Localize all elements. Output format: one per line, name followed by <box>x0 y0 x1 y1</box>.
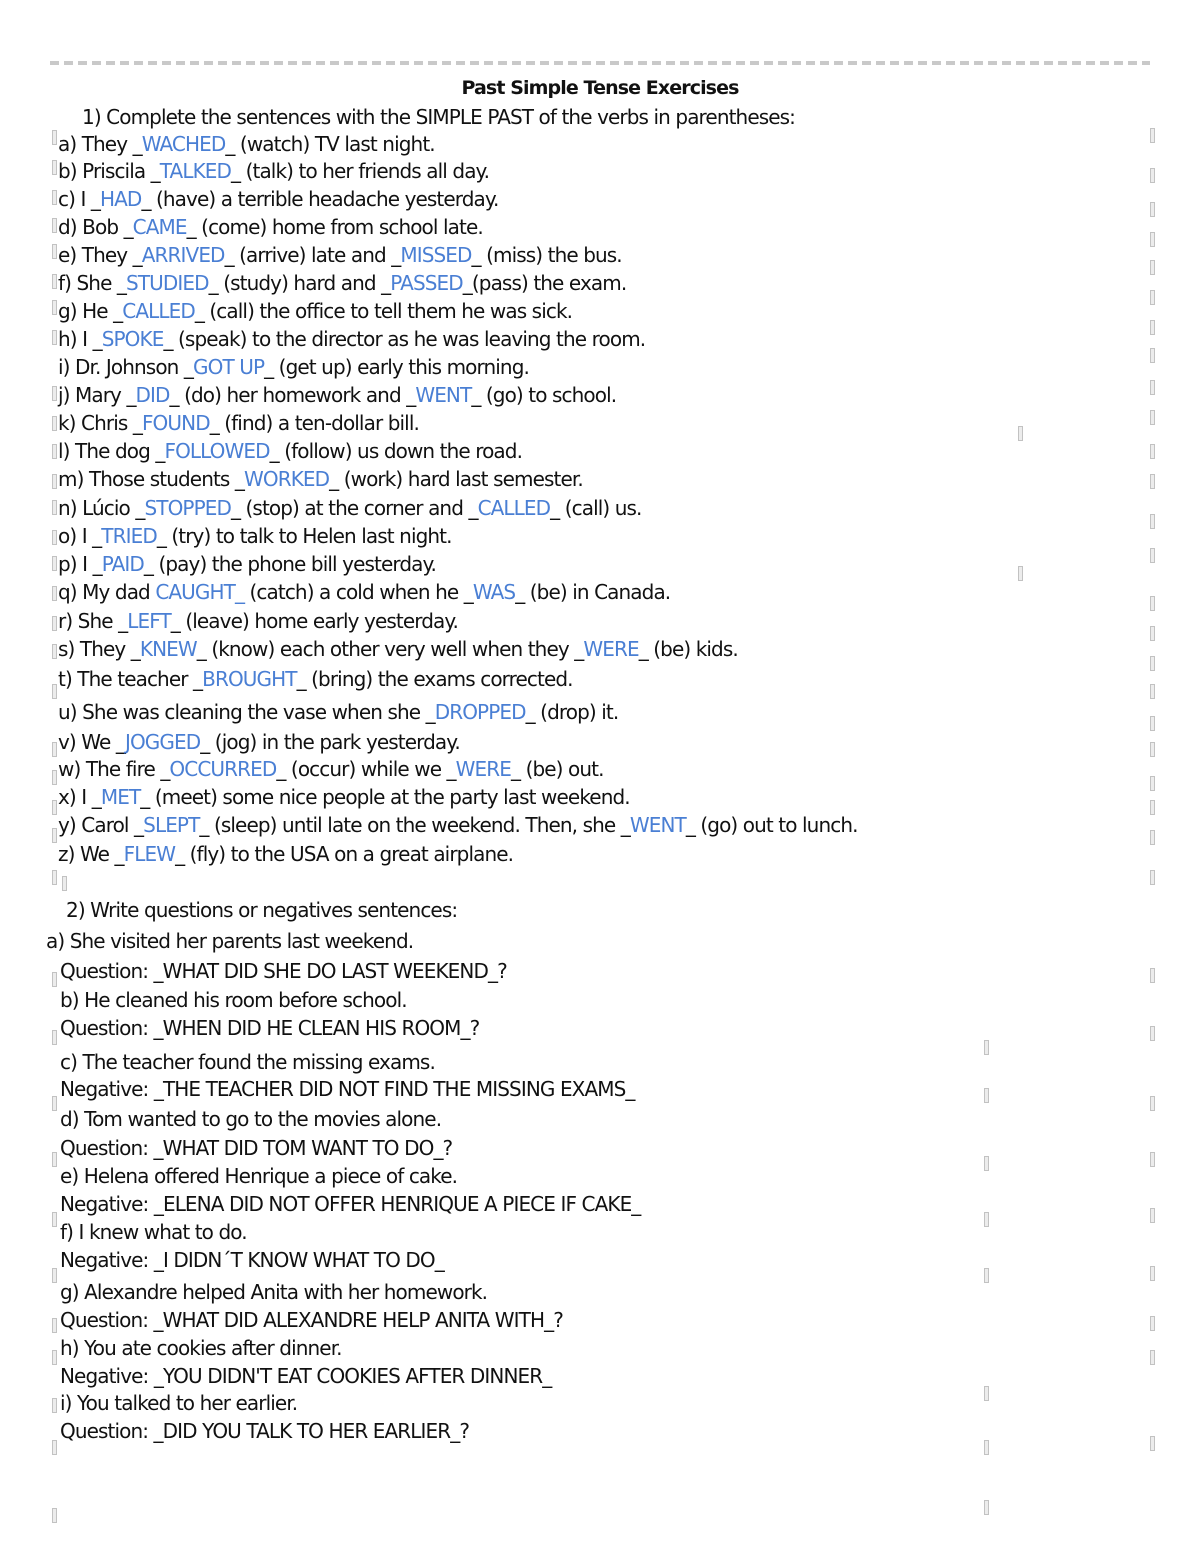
placeholder-glyph <box>1150 1152 1155 1167</box>
answer-text: BROUGHT <box>202 667 297 691</box>
placeholder-glyph <box>52 1508 57 1523</box>
exercise-item <box>58 382 616 408</box>
sentence-text: _ (follow) us down the road. <box>269 439 523 463</box>
placeholder-glyph <box>52 130 57 145</box>
exercise-item <box>58 495 642 521</box>
answer-text: STUDIED <box>126 271 209 295</box>
placeholder-glyph <box>52 742 57 757</box>
exercise-item <box>58 214 483 240</box>
placeholder-glyph <box>52 616 57 631</box>
prompt-sentence: a) She visited her parents last weekend. <box>46 929 414 953</box>
sentence-text: _ (go) out to lunch. <box>685 813 858 837</box>
placeholder-glyph <box>52 1350 57 1365</box>
placeholder-glyph <box>1150 444 1155 459</box>
placeholder-glyph <box>52 444 57 459</box>
exercise-item <box>58 666 573 692</box>
placeholder-glyph <box>1150 626 1155 641</box>
exercise-item <box>58 131 435 157</box>
placeholder-glyph <box>1150 168 1155 183</box>
sentence-text: a) They _ <box>58 132 142 156</box>
answer-line: Negative: _I DIDN´T KNOW WHAT TO DO_ <box>60 1248 444 1272</box>
placeholder-glyph <box>1150 1436 1155 1451</box>
placeholder-glyph <box>52 800 57 815</box>
placeholder-glyph <box>52 190 57 205</box>
answer-text: PAID <box>101 552 144 576</box>
exercise-item <box>58 410 419 436</box>
answer-line: Question: _DID YOU TALK TO HER EARLIER_? <box>60 1419 470 1443</box>
sentence-text: _ (leave) home early yesterday. <box>170 609 458 633</box>
prompt-sentence: b) He cleaned his room before school. <box>60 988 407 1012</box>
sentence-text: _ (occur) while we _ <box>276 757 456 781</box>
answer-line: Question: _WHAT DID TOM WANT TO DO_? <box>60 1136 453 1160</box>
sentence-text: m) Those students _ <box>58 467 244 491</box>
sentence-text: _ (call) us. <box>550 496 642 520</box>
prompt-sentence: f) I knew what to do. <box>60 1220 247 1244</box>
sentence-text: _ (speak) to the director as he was leaving the room. <box>163 327 646 351</box>
answer-text: WERE <box>583 637 639 661</box>
sentence-text: _ (pay) the phone bill yesterday. <box>143 552 437 576</box>
answer-text: SLEPT <box>143 813 200 837</box>
sentence-text: _ (watch) TV last night. <box>225 132 435 156</box>
placeholder-glyph <box>984 1500 989 1515</box>
answer-text: DID <box>135 383 170 407</box>
placeholder-glyph <box>52 556 57 571</box>
sentence-text: _(pass) the exam. <box>462 271 627 295</box>
answer-text: OCCURRED <box>169 757 277 781</box>
sentence-text: _ (arrive) late and _ <box>224 243 401 267</box>
sentence-text: (catch) a cold when he _ <box>244 580 473 604</box>
sentence-text: w) The fire _ <box>58 757 170 781</box>
sentence-text: _ (be) kids. <box>638 637 738 661</box>
prompt-sentence: h) You ate cookies after dinner. <box>60 1336 342 1360</box>
placeholder-glyph <box>1150 290 1155 305</box>
exercise-item <box>58 298 572 324</box>
answer-text: KNEW <box>139 637 197 661</box>
sentence-text: _ (meet) some nice people at the party last weekend. <box>140 785 630 809</box>
sentence-text: p) I _ <box>58 552 102 576</box>
sentence-text: c) I _ <box>58 187 101 211</box>
sentence-text: f) She _ <box>58 271 127 295</box>
answer-text: CAME <box>132 215 187 239</box>
exercise-item <box>58 186 498 212</box>
placeholder-glyph <box>1150 548 1155 563</box>
answer-text: FOUND <box>141 411 210 435</box>
placeholder-glyph <box>52 828 57 843</box>
placeholder-glyph <box>984 1268 989 1283</box>
sentence-text: _ (stop) at the corner and _ <box>230 496 478 520</box>
exercise-item <box>58 466 583 492</box>
sentence-text: j) Mary _ <box>58 383 136 407</box>
section1-heading: 1) Complete the sentences with the SIMPLE PAST of the verbs in parentheses: <box>82 105 796 129</box>
answer-text: CAUGHT_ <box>155 580 245 604</box>
placeholder-glyph <box>1150 742 1155 757</box>
placeholder-glyph <box>1150 776 1155 791</box>
placeholder-glyph <box>1150 232 1155 247</box>
placeholder-glyph <box>1150 380 1155 395</box>
answer-line: Negative: _ELENA DID NOT OFFER HENRIQUE A PIECE IF CAKE_ <box>60 1192 641 1216</box>
answer-text: TRIED <box>101 524 157 548</box>
placeholder-glyph <box>1150 800 1155 815</box>
exercise-item <box>58 242 622 268</box>
page-title: Past Simple Tense Exercises <box>461 77 739 99</box>
sentence-text: _ (jog) in the park yesterday. <box>200 730 460 754</box>
answer-text: MISSED <box>400 243 472 267</box>
sentence-text: e) They _ <box>58 243 142 267</box>
sentence-text: _ (drop) it. <box>525 700 619 724</box>
placeholder-glyph <box>52 330 57 345</box>
sentence-text: i) Dr. Johnson _ <box>58 355 193 379</box>
sentence-text: y) Carol _ <box>58 813 144 837</box>
placeholder-glyph <box>984 1088 989 1103</box>
placeholder-glyph <box>984 1212 989 1227</box>
answer-text: PASSED <box>390 271 463 295</box>
exercise-item <box>58 438 522 464</box>
placeholder-glyph <box>52 244 57 259</box>
answer-text: SPOKE <box>101 327 164 351</box>
placeholder-glyph <box>1150 1096 1155 1111</box>
sentence-text: _ (talk) to her friends all day. <box>231 159 490 183</box>
placeholder-glyph <box>52 416 57 431</box>
prompt-sentence: i) You talked to her earlier. <box>60 1391 298 1415</box>
placeholder-glyph <box>52 770 57 785</box>
sentence-text: l) The dog _ <box>58 439 165 463</box>
sentence-text: _ (bring) the exams corrected. <box>296 667 573 691</box>
placeholder-glyph <box>52 1030 57 1045</box>
answer-text: WERE <box>455 757 512 781</box>
exercise-item <box>58 579 670 605</box>
placeholder-glyph <box>52 530 57 545</box>
sentence-text: _ (be) in Canada. <box>515 580 671 604</box>
answer-text: WACHED <box>141 132 226 156</box>
exercise-item <box>58 270 626 296</box>
placeholder-glyph <box>52 1440 57 1455</box>
sentence-text: _ (fly) to the USA on a great airplane. <box>175 842 514 866</box>
sentence-text: b) Priscila _ <box>58 159 160 183</box>
sentence-text: _ (know) each other very well when they _ <box>196 637 584 661</box>
placeholder-glyph <box>984 1156 989 1171</box>
sentence-text: _ (have) a terrible headache yesterday. <box>141 187 499 211</box>
placeholder-glyph <box>1150 348 1155 363</box>
placeholder-glyph <box>52 684 57 699</box>
placeholder-glyph <box>52 644 57 659</box>
placeholder-glyph <box>52 218 57 233</box>
sentence-text: o) I _ <box>58 524 102 548</box>
placeholder-glyph <box>1018 566 1023 581</box>
sentence-text: _ (work) hard last semester. <box>329 467 583 491</box>
answer-text: LEFT <box>127 609 171 633</box>
sentence-text: n) Lúcio _ <box>58 496 145 520</box>
placeholder-glyph <box>1150 1350 1155 1365</box>
answer-text: TALKED <box>159 159 232 183</box>
sentence-text: v) We _ <box>58 730 125 754</box>
sentence-text: _ (come) home from school late. <box>186 215 483 239</box>
placeholder-glyph <box>1150 1026 1155 1041</box>
answer-text: ARRIVED <box>141 243 225 267</box>
placeholder-glyph <box>1150 684 1155 699</box>
answer-text: FOLLOWED <box>164 439 270 463</box>
exercise-item <box>58 756 604 782</box>
section2-heading: 2) Write questions or negatives sentences: <box>66 898 458 922</box>
sentence-text: _ (be) out. <box>511 757 604 781</box>
exercise-item <box>58 699 618 725</box>
exercise-item <box>58 812 858 838</box>
placeholder-glyph <box>52 1398 57 1413</box>
placeholder-glyph <box>984 1386 989 1401</box>
answer-line: Question: _WHEN DID HE CLEAN HIS ROOM_? <box>60 1016 480 1040</box>
placeholder-glyph <box>52 1152 57 1167</box>
placeholder-glyph <box>52 1212 57 1227</box>
placeholder-glyph <box>984 1440 989 1455</box>
exercise-item <box>58 326 645 352</box>
placeholder-glyph <box>52 500 57 515</box>
placeholder-glyph <box>1150 656 1155 671</box>
dashed-top-rule <box>50 61 1150 65</box>
placeholder-glyph <box>52 1318 57 1333</box>
placeholder-glyph <box>984 1040 989 1055</box>
placeholder-glyph <box>1150 1316 1155 1331</box>
answer-text: WENT <box>415 383 472 407</box>
sentence-text: u) She was cleaning the vase when she _ <box>58 700 435 724</box>
sentence-text: q) My dad <box>58 580 156 604</box>
placeholder-glyph <box>1150 474 1155 489</box>
placeholder-glyph <box>1150 260 1155 275</box>
exercise-item <box>58 784 630 810</box>
answer-line: Question: _WHAT DID SHE DO LAST WEEKEND_? <box>60 959 507 983</box>
exercise-item <box>58 636 738 662</box>
answer-text: HAD <box>100 187 142 211</box>
placeholder-glyph <box>1150 128 1155 143</box>
placeholder-glyph <box>1150 830 1155 845</box>
answer-line: Negative: _YOU DIDN'T EAT COOKIES AFTER DINNER_ <box>60 1364 552 1388</box>
placeholder-glyph <box>52 386 57 401</box>
prompt-sentence: g) Alexandre helped Anita with her homework. <box>60 1280 488 1304</box>
placeholder-glyph <box>52 972 57 987</box>
exercise-item <box>58 158 489 184</box>
answer-text: MET <box>100 785 141 809</box>
sentence-text: _ (study) hard and _ <box>208 271 391 295</box>
answer-text: STOPPED <box>144 496 231 520</box>
placeholder-glyph <box>1150 968 1155 983</box>
answer-line: Negative: _THE TEACHER DID NOT FIND THE MISSING EXAMS_ <box>60 1077 635 1101</box>
exercise-item <box>58 729 460 755</box>
prompt-sentence: d) Tom wanted to go to the movies alone. <box>60 1107 442 1131</box>
prompt-sentence: c) The teacher found the missing exams. <box>60 1050 435 1074</box>
placeholder-glyph <box>1018 426 1023 441</box>
answer-text: GOT UP <box>193 355 265 379</box>
sentence-text: d) Bob _ <box>58 215 133 239</box>
placeholder-glyph <box>52 586 57 601</box>
placeholder-glyph <box>1150 1208 1155 1223</box>
placeholder-glyph <box>52 870 57 885</box>
sentence-text: r) She _ <box>58 609 128 633</box>
exercise-item <box>58 523 452 549</box>
exercise-item <box>58 841 513 867</box>
placeholder-glyph <box>52 1096 57 1111</box>
sentence-text: s) They _ <box>58 637 140 661</box>
answer-text: WENT <box>629 813 686 837</box>
placeholder-glyph <box>1150 514 1155 529</box>
answer-text: CALLED <box>122 299 195 323</box>
exercise-item <box>58 354 529 380</box>
answer-text: DROPPED <box>434 700 526 724</box>
sentence-text: _ (try) to talk to Helen last night. <box>156 524 452 548</box>
sentence-text: _ (do) her homework and _ <box>169 383 416 407</box>
answer-text: WORKED <box>244 467 330 491</box>
placeholder-glyph <box>1150 320 1155 335</box>
placeholder-glyph <box>52 1268 57 1283</box>
exercise-item <box>58 551 436 577</box>
sentence-text: _ (sleep) until late on the weekend. Then, she _ <box>199 813 630 837</box>
sentence-text: _ (call) the office to tell them he was sick. <box>194 299 573 323</box>
placeholder-glyph <box>52 300 57 315</box>
sentence-text: _ (get up) early this morning. <box>264 355 529 379</box>
placeholder-glyph <box>52 274 57 289</box>
placeholder-glyph <box>1150 870 1155 885</box>
placeholder-glyph <box>62 876 67 891</box>
placeholder-glyph <box>1150 1266 1155 1281</box>
sentence-text: g) He _ <box>58 299 123 323</box>
sentence-text: t) The teacher _ <box>58 667 203 691</box>
answer-text: FLEW <box>123 842 176 866</box>
sentence-text: x) I _ <box>58 785 101 809</box>
answer-text: WAS <box>472 580 516 604</box>
placeholder-glyph <box>1150 410 1155 425</box>
answer-line: Question: _WHAT DID ALEXANDRE HELP ANITA WITH_? <box>60 1308 563 1332</box>
sentence-text: _ (miss) the bus. <box>471 243 622 267</box>
sentence-text: k) Chris _ <box>58 411 142 435</box>
answer-text: JOGGED <box>124 730 201 754</box>
placeholder-glyph <box>52 474 57 489</box>
exercise-item <box>58 608 458 634</box>
placeholder-glyph <box>1150 202 1155 217</box>
placeholder-glyph <box>1150 716 1155 731</box>
sentence-text: h) I _ <box>58 327 102 351</box>
placeholder-glyph <box>52 160 57 175</box>
sentence-text: _ (find) a ten-dollar bill. <box>209 411 419 435</box>
placeholder-glyph <box>1150 596 1155 611</box>
prompt-sentence: e) Helena offered Henrique a piece of cake. <box>60 1164 458 1188</box>
sentence-text: z) We _ <box>58 842 124 866</box>
sentence-text: _ (go) to school. <box>471 383 617 407</box>
answer-text: CALLED <box>477 496 551 520</box>
